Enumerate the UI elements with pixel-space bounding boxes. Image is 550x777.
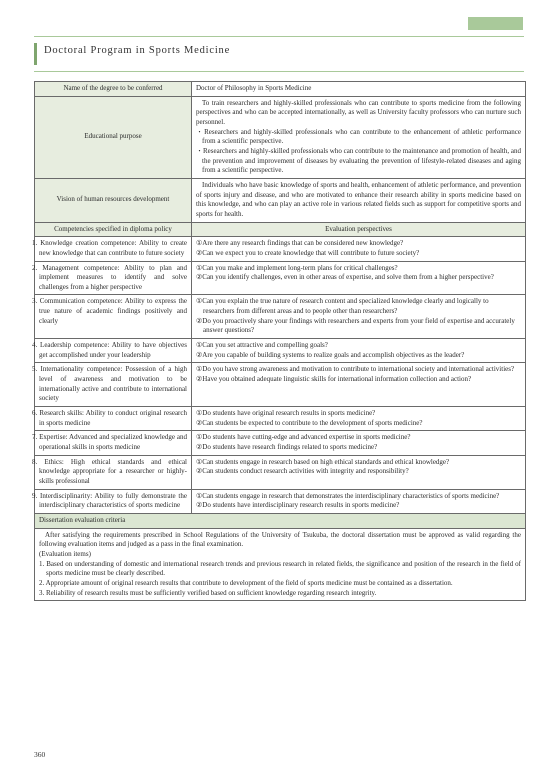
evaluation-point: ②Do students have research findings related to sports medicine? — [196, 443, 378, 451]
dissertation-body — [35, 528, 526, 601]
program-table — [34, 81, 526, 601]
dissertation-heading: Dissertation evaluation criteria — [35, 513, 526, 528]
evaluation-point: ①Can you explain the true nature of research content and specialized knowledge clearly and logically to researchers from different areas and to people other than researchers? — [196, 297, 489, 316]
evaluation-points — [192, 431, 526, 455]
competency-row — [35, 339, 526, 363]
dissertation-item: 2. Appropriate amount of original research results that contribute to development of the field of sports medicine must be contained as a dissertation. — [39, 578, 453, 587]
competency-row — [35, 455, 526, 489]
evaluation-point: ①Can you make and implement long-term plans for critical challenges? — [196, 263, 398, 272]
evaluation-point: ①Do students have cutting-edge and advanced expertise in sports medicine? — [196, 433, 411, 442]
vision-label: Vision of human resources development — [35, 178, 192, 222]
evaluation-point: ②Have you obtained adequate linguistic skills for international information collection and action? — [196, 375, 472, 384]
evaluation-points — [192, 407, 526, 431]
competency-title: 5. Internationality competence: Possession of a high level of awareness and motivation to be internationally active and contribute to international society — [35, 363, 192, 407]
vision-text: Individuals who have basic knowledge of sports and health, enhancement of athletic performance, and prevention of sports injury and disease, and who are motivated to enhance their research ability in sports medicine based on this knowledge, and who can play an active role in various related fields such as support for competitive sports and sports for health. — [192, 178, 526, 222]
evaluation-point: ②Can we expect you to create knowledge that will contribute to future society? — [196, 248, 420, 257]
competency-row — [35, 261, 526, 295]
purpose-row — [35, 96, 526, 178]
competency-row — [35, 237, 526, 261]
page-number: 360 — [34, 750, 46, 759]
competency-row — [35, 407, 526, 431]
evaluation-points — [192, 339, 526, 363]
competency-row — [35, 431, 526, 455]
evaluation-points — [192, 455, 526, 489]
competencies-header-row — [35, 222, 526, 237]
competency-title: 4. Leadership competence: Ability to have objectives get accomplished under your leadership — [35, 339, 192, 363]
competency-row — [35, 295, 526, 339]
evaluation-point: ②Can students be expected to contribute to the development of sports medicine? — [196, 418, 423, 427]
purpose-intro: To train researchers and highly-skilled professionals who can contribute to sports medicine from the following perspectives and who can be accepted internationally, as well as University faculty professors who can nurture such personnel. — [196, 98, 521, 126]
evaluation-point: ①Do you have strong awareness and motivation to contribute to international society and international activities? — [196, 365, 515, 374]
competency-title: 3. Communication competence: Ability to express the true nature of academic findings positively and clearly — [35, 295, 192, 339]
evaluation-point: ②Do you proactively share your findings with researchers and experts from your field of expertise and accurately answer questions? — [196, 316, 515, 335]
evaluation-point: ①Do students have original research results in sports medicine? — [196, 409, 376, 418]
competencies-col-header: Competencies specified in diploma policy — [35, 222, 192, 237]
header-color-bar — [468, 17, 523, 30]
purpose-bullet: ・Researchers and highly-skilled professionals who can contribute to the maintenance and promotion of health, and the prevention and improvement of diseases by evaluating the prevention of lifestyle-related diseases and aging from a scientific perspective. — [196, 146, 521, 175]
degree-value: Doctor of Philosophy in Sports Medicine — [192, 82, 526, 97]
dissertation-header-row — [35, 513, 526, 528]
evaluation-point: ①Can you set attractive and compelling goals? — [196, 341, 328, 350]
evaluation-point: ②Are you capable of building systems to realize goals and accomplish objectives as the leader? — [196, 350, 465, 359]
evaluation-point: ①Are there any research findings that can be considered new knowledge? — [196, 239, 404, 248]
evaluation-points — [192, 363, 526, 407]
evaluation-point: ①Can students engage in research based on high ethical standards and ethical knowledge? — [196, 457, 450, 466]
competency-title: 1. Knowledge creation competence: Ability to create new knowledge that can contribute to future society — [35, 237, 192, 261]
evaluation-point: ②Can students conduct research activities with integrity and responsibility? — [196, 467, 409, 476]
evaluation-col-header: Evaluation perspectives — [192, 222, 526, 237]
evaluation-points — [192, 261, 526, 295]
page-title-block — [34, 36, 524, 72]
competency-row — [35, 489, 526, 513]
dissertation-body-row — [35, 528, 526, 601]
degree-row — [35, 82, 526, 97]
purpose-bullet: ・Researchers and highly-skilled professionals who can contribute to the enhancement of athletic performance from a scientific perspective. — [196, 127, 521, 146]
evaluation-points — [192, 237, 526, 261]
purpose-content — [192, 96, 526, 178]
title-accent-bar — [34, 43, 37, 65]
competency-title: 6. Research skills: Ability to conduct original research in sports medicine — [35, 407, 192, 431]
competency-row — [35, 363, 526, 407]
competency-title: 8. Ethics: High ethical standards and ethical knowledge appropriate for a researcher or highly-skills professional — [35, 455, 192, 489]
dissertation-lead: After satisfying the requirements prescribed in School Regulations of the University of Tsukuba, the doctoral dissertation must be approved as valid regarding the following evaluation items and judged as a pass in the final examination. — [39, 530, 521, 549]
dissertation-item: 1. Based on understanding of domestic and international research trends and previous research in related fields, the significance and position of the research in the field of sports medicine must be clearly described. — [39, 559, 521, 578]
competency-title: 2. Management competence: Ability to plan and implement measures to identify and solve challenges from a higher perspective — [35, 261, 192, 295]
evaluation-points — [192, 295, 526, 339]
vision-row — [35, 178, 526, 222]
competency-title: 7. Expertise: Advanced and specialized knowledge and operational skills in sports medicine — [35, 431, 192, 455]
evaluation-point: ②Can you identify challenges, even in other areas of expertise, and solve them from a higher perspective? — [196, 273, 494, 282]
degree-label: Name of the degree to be conferred — [35, 82, 192, 97]
competency-title: 9. Interdisciplinarity: Ability to fully demonstrate the interdisciplinary characteristics of sports medicine — [35, 489, 192, 513]
dissertation-items-label: (Evaluation items) — [39, 549, 91, 558]
evaluation-points — [192, 489, 526, 513]
dissertation-item: 3. Reliability of research results must be sufficiently verified based on sufficient knowledge regarding research integrity. — [39, 588, 377, 597]
page-title: Doctoral Program in Sports Medicine — [44, 45, 231, 56]
evaluation-point: ①Can students engage in research that demonstrates the interdisciplinary characteristics of sports medicine? — [196, 491, 500, 500]
evaluation-point: ②Do students have interdisciplinary research results in sports medicine? — [196, 501, 400, 510]
purpose-label: Educational purpose — [35, 96, 192, 178]
